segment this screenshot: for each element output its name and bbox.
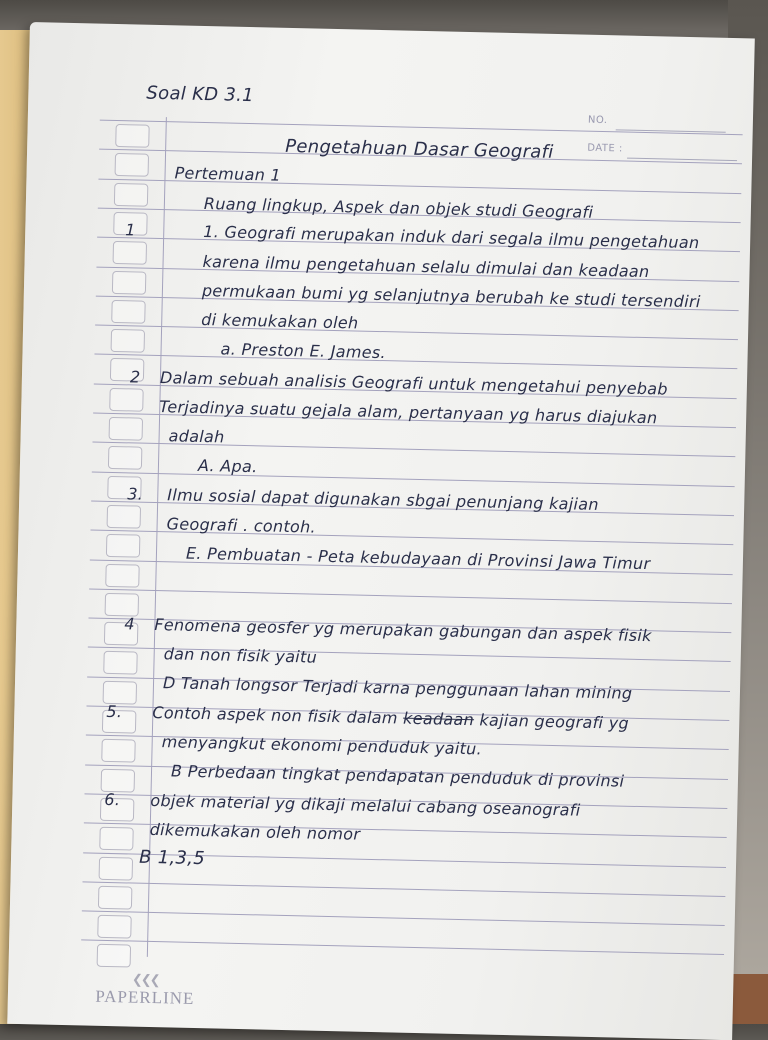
margin-box — [114, 183, 149, 207]
margin-box — [111, 329, 146, 353]
margin-box — [111, 300, 146, 324]
q6-answer: B 1,3,5 — [138, 846, 206, 870]
q5-line1-strikethrough: keadaan — [402, 708, 475, 730]
q4-answer: D Tanah longsor Terjadi karna penggunaan lahan mining — [162, 673, 633, 703]
margin-box — [112, 270, 147, 294]
q2-number: 2 — [129, 367, 141, 387]
q2-answer: A. Apa. — [197, 455, 258, 477]
q2-line2: Terjadinya suatu gejala alam, pertanyaan yg harus diajukan — [159, 397, 658, 428]
notebook-page — [7, 22, 755, 1040]
ruled-line — [100, 120, 743, 136]
ruled-line — [81, 940, 724, 956]
q6-number: 6. — [104, 789, 121, 810]
margin-box — [109, 417, 144, 441]
pertemuan-label: Pertemuan 1 — [174, 163, 282, 185]
margin-box — [115, 153, 150, 177]
q5-line1-start: Contoh aspek non fisik dalam — [152, 702, 398, 728]
margin-box — [101, 768, 136, 792]
ruled-line — [95, 325, 738, 341]
heading: Pengetahuan Dasar Geografi — [285, 135, 554, 163]
q4-line2: dan non fisik yaitu — [163, 644, 318, 667]
margin-box — [97, 944, 132, 968]
no-label: NO. — [587, 114, 608, 127]
paperline-chevrons-icon: ❮❮❮ — [131, 972, 159, 989]
margin-box — [107, 505, 142, 529]
q3-number: 3. — [127, 484, 144, 504]
q1-line2: karena ilmu pengetahuan selalu dimulai dan keadaan — [202, 251, 650, 282]
margin-box — [115, 124, 150, 148]
q3-line2: Geografi . contoh. — [166, 514, 317, 537]
ruled-line — [82, 881, 725, 897]
subheading: Ruang lingkup, Aspek dan objek studi Geografi — [203, 193, 594, 222]
q6-line2: dikemukakan oleh nomor — [149, 819, 361, 844]
q5-number: 5. — [106, 701, 123, 722]
margin-box — [105, 563, 140, 587]
q5-answer: B Perbedaan tingkat pendapatan penduduk di provinsi — [170, 761, 625, 791]
q5-line1-end: kajian geografi yg — [479, 710, 630, 733]
margin-box — [103, 681, 138, 705]
margin-box — [108, 446, 143, 470]
margin-box — [98, 886, 133, 910]
q5-line2: menyangkut ekonomi penduduk yaitu. — [161, 732, 483, 759]
ruled-line — [92, 471, 735, 487]
ruled-line — [82, 910, 725, 926]
q3-line1: Ilmu sosial dapat digunakan sbgai penunjang kajian — [167, 485, 600, 515]
margin-box — [113, 241, 148, 265]
margin-box — [99, 827, 134, 851]
page-title: Soal KD 3.1 — [146, 82, 255, 107]
q6-line1: objek material yg dikaji melalui cabang oseanografi — [150, 790, 581, 820]
ruled-line — [94, 354, 737, 370]
margin-box — [106, 534, 141, 558]
q1-number: 1 — [125, 220, 137, 240]
margin-box — [99, 856, 134, 880]
q2-line1: Dalam sebuah analisis Geografi untuk mengetahui penyebab — [159, 368, 669, 399]
q2-line3: adalah — [168, 426, 225, 447]
date-label: DATE : — [587, 142, 623, 155]
margin-box — [97, 915, 132, 939]
q1-line3: permukaan bumi yg selanjutnya berubah ke studi tersendiri — [201, 280, 701, 312]
paperline-wordmark: PAPERLINE — [95, 986, 195, 1008]
q1-line1: 1. Geografi merupakan induk dari segala ilmu pengetahuan — [203, 221, 700, 253]
q1-answer: a. Preston E. James. — [220, 339, 387, 363]
margin-box — [109, 388, 144, 412]
ruled-line — [89, 588, 732, 604]
q4-line1: Fenomena geosfer yg merupakan gabungan dan aspek fisik — [154, 614, 652, 646]
q5-line1 — [152, 703, 629, 733]
paperline-logo — [70, 971, 221, 1009]
q1-line4: di kemukakan oleh — [201, 309, 359, 333]
margin-box — [105, 593, 140, 617]
q4-number: 4 — [124, 614, 136, 634]
margin-box — [101, 739, 136, 763]
margin-box — [103, 651, 138, 675]
q3-answer: E. Pembuatan - Peta kebudayaan di Provinsi Jawa Timur — [185, 543, 651, 574]
